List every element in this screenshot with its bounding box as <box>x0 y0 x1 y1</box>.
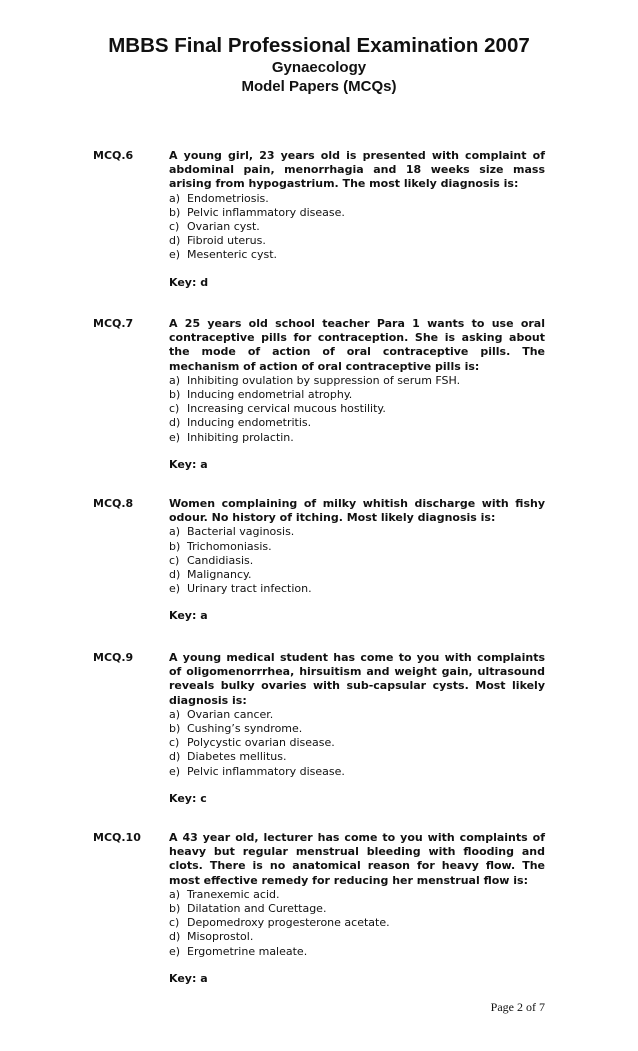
option-item <box>169 888 545 902</box>
mcq-stem: A 25 years old school teacher Para 1 wants to use oral contraceptive pills for contraception. She is asking about the mode of action of oral contraceptive pills. The mechanism of action of oral contraceptive pills is: <box>169 317 545 373</box>
option-letter: a) <box>169 191 181 205</box>
option-item <box>169 416 545 430</box>
option-item <box>169 540 545 554</box>
option-item <box>169 388 545 402</box>
mcq-number: MCQ.8 <box>93 497 134 510</box>
option-letter: a) <box>169 525 181 539</box>
options-list <box>169 374 545 445</box>
option-text: Malignancy. <box>187 568 252 582</box>
mcq-number: MCQ.10 <box>93 831 141 844</box>
option-item <box>169 525 545 539</box>
option-text: Trichomoniasis. <box>187 539 272 553</box>
option-item <box>169 431 545 445</box>
option-item <box>169 206 545 220</box>
options-list <box>169 708 545 779</box>
option-text: Candidiasis. <box>187 553 254 567</box>
option-item <box>169 582 545 596</box>
option-text: Pelvic inflammatory disease. <box>187 205 345 219</box>
option-letter: d) <box>169 930 181 944</box>
option-text: Cushing’s syndrome. <box>187 722 303 736</box>
option-text: Urinary tract infection. <box>187 582 312 596</box>
option-letter: a) <box>169 373 181 387</box>
option-text: Ergometrine maleate. <box>187 944 308 958</box>
option-letter: d) <box>169 416 181 430</box>
option-letter: e) <box>169 248 181 262</box>
option-item <box>169 765 545 779</box>
option-item <box>169 248 545 262</box>
option-text: Diabetes mellitus. <box>187 750 287 764</box>
option-item <box>169 945 545 959</box>
option-letter: e) <box>169 582 181 596</box>
option-text: Bacterial vaginosis. <box>187 525 295 539</box>
option-item <box>169 568 545 582</box>
mcq-stem: A young girl, 23 years old is presented with complaint of abdominal pain, menorrhagia and 18 weeks size mass arising from hypogastrium. The most likely diagnosis is: <box>169 149 545 191</box>
option-item <box>169 750 545 764</box>
option-item <box>169 554 545 568</box>
mcq-number: MCQ.7 <box>93 317 134 330</box>
option-item <box>169 916 545 930</box>
option-item <box>169 902 545 916</box>
option-text: Inhibiting ovulation by suppression of serum FSH. <box>187 373 461 387</box>
option-letter: c) <box>169 402 180 416</box>
mcq-block <box>93 831 548 986</box>
page-header <box>0 34 638 97</box>
options-list <box>169 525 545 596</box>
option-text: Pelvic inflammatory disease. <box>187 764 345 778</box>
option-text: Increasing cervical mucous hostility. <box>187 402 386 416</box>
mcq-block <box>93 149 548 290</box>
option-item <box>169 736 545 750</box>
option-item <box>169 234 545 248</box>
page-number: Page 2 of 7 <box>490 1000 545 1014</box>
option-letter: d) <box>169 568 181 582</box>
option-letter: b) <box>169 205 181 219</box>
option-text: Misoprostol. <box>187 930 254 944</box>
mcq-stem: A young medical student has come to you with complaints of oligomenorrrhea, hirsuitism and weight gain, ultrasound reveals bulky ovaries with sub-capsular cysts. Most likely diagnosis is: <box>169 651 545 707</box>
option-text: Tranexemic acid. <box>187 887 280 901</box>
option-text: Fibroid uterus. <box>187 234 266 248</box>
option-text: Inducing endometrial atrophy. <box>187 388 353 402</box>
mcq-block <box>93 317 548 472</box>
option-letter: d) <box>169 750 181 764</box>
option-text: Ovarian cyst. <box>187 220 260 234</box>
answer-key: Key: a <box>169 457 208 471</box>
options-list <box>169 888 545 959</box>
option-letter: c) <box>169 553 180 567</box>
option-text: Polycystic ovarian disease. <box>187 736 335 750</box>
option-letter: c) <box>169 916 180 930</box>
option-text: Ovarian cancer. <box>187 707 274 721</box>
mcq-number: MCQ.6 <box>93 149 134 162</box>
option-text: Mesenteric cyst. <box>187 248 278 262</box>
option-item <box>169 374 545 388</box>
answer-key: Key: a <box>169 609 208 623</box>
mcq-stem: A 43 year old, lecturer has come to you with complaints of heavy but regular menstrual bleeding with flooding and clots. There is no anatomical reason for heavy flow. The most effective remedy for reducing her menstrual flow is: <box>169 831 545 887</box>
option-letter: e) <box>169 944 181 958</box>
mcq-number: MCQ.9 <box>93 651 134 664</box>
answer-key: Key: a <box>169 971 208 985</box>
option-item <box>169 708 545 722</box>
option-item <box>169 722 545 736</box>
option-letter: d) <box>169 234 181 248</box>
mcq-block <box>93 651 548 806</box>
option-letter: e) <box>169 764 181 778</box>
option-text: Inhibiting prolactin. <box>187 430 294 444</box>
option-text: Depomedroxy progesterone acetate. <box>187 916 390 930</box>
option-item <box>169 402 545 416</box>
option-text: Dilatation and Curettage. <box>187 902 327 916</box>
option-letter: b) <box>169 722 181 736</box>
exam-title: MBBS Final Professional Examination 2007 <box>108 34 530 57</box>
option-text: Inducing endometritis. <box>187 416 312 430</box>
option-letter: a) <box>169 707 181 721</box>
option-letter: e) <box>169 430 181 444</box>
paper-title: Model Papers (MCQs) <box>241 78 397 95</box>
subject-title: Gynaecology <box>271 59 367 76</box>
mcq-block <box>93 497 548 624</box>
mcq-stem: Women complaining of milky whitish discharge with fishy odour. No history of itching. Most likely diagnosis is: <box>169 497 545 525</box>
option-letter: b) <box>169 388 181 402</box>
options-list <box>169 192 545 263</box>
option-item <box>169 220 545 234</box>
option-letter: b) <box>169 902 181 916</box>
answer-key: Key: d <box>169 275 209 289</box>
option-item <box>169 192 545 206</box>
option-item <box>169 930 545 944</box>
option-letter: c) <box>169 736 180 750</box>
option-text: Endometriosis. <box>187 191 269 205</box>
option-letter: c) <box>169 220 180 234</box>
option-letter: a) <box>169 887 181 901</box>
option-letter: b) <box>169 539 181 553</box>
answer-key: Key: c <box>169 791 207 805</box>
